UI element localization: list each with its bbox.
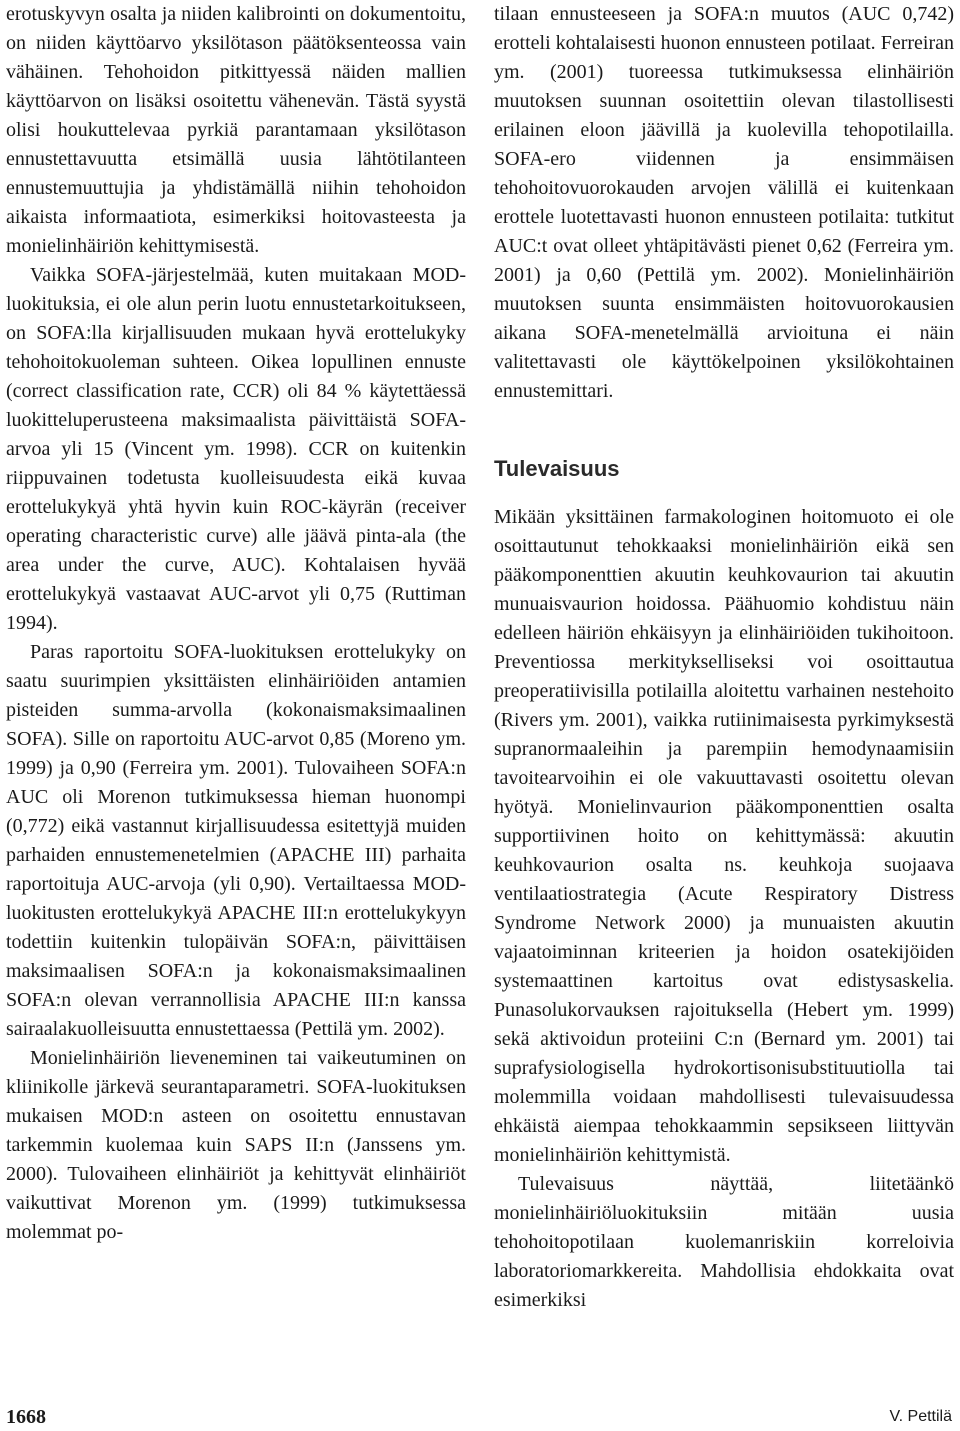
body-paragraph: Vaikka SOFA-järjestelmää, kuten muitakaan MOD-luokituksia, ei ole alun perin luotu ennustetarkoitukseen, on SOFA:lla kirjallisuuden mukaan hyvä erottelukyky tehohoitokuoleman suhteen. Oikea lopullinen ennuste (correct classification rate, CCR) oli 84 % käytettäessä luokitteluperusteena maksimaalista päivittäistä SOFA-arvoa yli 15 (Vincent ym. 1998). CCR on kuitenkin riippuvainen todetusta kuolleisuudesta eikä kuvaa erottelukykyä yhtä hyvin kuin ROC-käyrän (receiver operating characteristic curve) alle jäävä pinta-ala (the area under the curve, AUC). Kohtalaisen hyvää erottelukykyä vastaavat AUC-arvot yli 0,75 (Ruttiman 1994). (6, 264, 466, 634)
body-paragraph: erotuskyvyn osalta ja niiden kalibrointi on dokumentoitu, on niiden käyttöarvo yksilötason päätöksenteossa vain vähäinen. Tehohoidon pitkittyessä näiden mallien käyttöarvon on lisäksi osoitettu vähenevän. Tästä syystä olisi houkuttelevaa pyrkiä parantamaan yksilötason ennustettavuutta etsimällä uusia lähtötilanteen ennustemuuttujia ja yhdistämällä niihin tehohoidon aikaista informaatiota, esimerkiksi hoitovasteesta ja monielinhäiriön kehittymisestä. (6, 3, 466, 257)
body-paragraph: Paras raportoitu SOFA-luokituksen erottelukyky on saatu suurimpien yksittäisten elinhäiriöiden antamien pisteiden summa-arvolla (kokonaismaksimaalinen SOFA). Sille on raportoitu AUC-arvot 0,85 (Moreno ym. 1999) ja 0,90 (Ferreira ym. 2001). Tulovaiheen SOFA:n AUC oli Morenon tutkimuksessa hieman huonompi (0,772) eikä vastannut kirjallisuudessa esitettyjä muiden parhaiden ennustemenetelmien (APACHE III) parhaita raportoituja AUC-arvoja (yli 0,90). Vertailtaessa MOD-luokitusten erottelukykyä APACHE III:n erottelukykyyn todettiin kuitenkin tulopäivän SOFA:n, päivittäisen maksimaalisen SOFA:n ja kokonaismaksimaalinen SOFA:n olevan verrannollisia APACHE III:n kanssa sairaalakuolleisuutta ennustettaessa (Pettilä ym. 2002). (6, 641, 466, 1040)
body-paragraph: Tulevaisuus näyttää, liitetäänkö monielinhäiriöluokituksiin mitään uusia tehohoitopotilaan kuolemanriskiin korreloivia laboratoriomarkkereita. Mahdollisia ehdokkaita ovat esimerkiksi (494, 1173, 954, 1311)
body-paragraph: Mikään yksittäinen farmakologinen hoitomuoto ei ole osoittautunut tehokkaaksi monielinhäiriön eikä sen pääkomponenttien akuutin keuhkovaurion tai akuutin munuaisvaurion hoidossa. Päähuomio kohdistuu näin edelleen häiriön ehkäisyyn ja elinhäiriöiden tukihoitoon. Preventiossa merkitykselliseksi voi osoittautua preoperatiivisilla potilailla aloitettu varhainen nestehoito (Rivers ym. 2001), vaikka rutiinimaisesta pyrkimyksestä supranormaaleihin ja parempiin hemodynaamisiin tavoitearvoihin ei ole vakuuttavasti osoitettu olevan hyötyä. Monielinvaurion pääkomponenttien osalta supportiivinen hoito on kehittymässä: akuutin keuhkovaurion osalta ns. keuhkoja suojaava ventilaatiostrategia (Acute Respiratory Distress Syndrome Network 2000) ja munuaisten akuutin vajaatoiminnan kriteerien ja hoidon osatekijöiden systemaattinen kartoitus ovat edistysaskelia. Punasolukorvauksen rajoituksella (Hebert ym. 1999) sekä aktivoidun proteiini C:n (Bernard ym. 2001) tai suprafysiologisella hydrokortisonisubstituutiolla tai molemmilla voidaan mahdollisesti tulevaisuudessa ehkäistä aiempaa tehokkaammin sepsikseen liittyvän monielinhäiriön kehittymistä. (494, 506, 954, 1166)
body-paragraph: Monielinhäiriön lieveneminen tai vaikeutuminen on kliinikolle järkevä seurantaparametri. SOFA-luokituksen mukaisen MOD:n asteen on osoitettu ennustavan tarkemmin kuolemaa kuin SAPS II:n (Janssens ym. 2000). Tulovaiheen elinhäiriöt ja kehittyvät elinhäiriöt vaikuttivat Morenon ym. (1999) tutkimuksessa molemmat po- (6, 1047, 466, 1243)
author-name: V. Pettilä (889, 1408, 952, 1425)
left-column (6, 0, 466, 1247)
body-paragraph: tilaan ennusteeseen ja SOFA:n muutos (AUC 0,742) erotteli kohtalaisesti huonon ennusteen potilaat. Ferreiran ym. (2001) tuoreessa tutkimuksessa elinhäiriön muutoksen suunnan osoitettiin olevan tilastollisesti erilainen eloon jäävillä ja kuolevilla tehopotilailla. SOFA-ero viidennen ja ensimmäisen tehohoitovuorokauden arvojen välillä ei kuitenkaan erottele luotettavasti huonon ennusteen potilaita: tutkitut AUC:t ovat olleet yhtäpitävästi pienet 0,62 (Ferreira ym. 2001) ja 0,60 (Pettilä ym. 2002). Monielinhäiriön muutoksen suunta ensimmäisten hoitovuorokausien aikana SOFA-menetelmällä arvioituna ei näin valitettavasti ole käyttökelpoinen yksilökohtainen ennustemittari. (494, 3, 954, 402)
right-column (494, 0, 954, 1315)
page-number: 1668 (6, 1406, 46, 1428)
section-heading: Tulevaisuus (494, 456, 620, 481)
